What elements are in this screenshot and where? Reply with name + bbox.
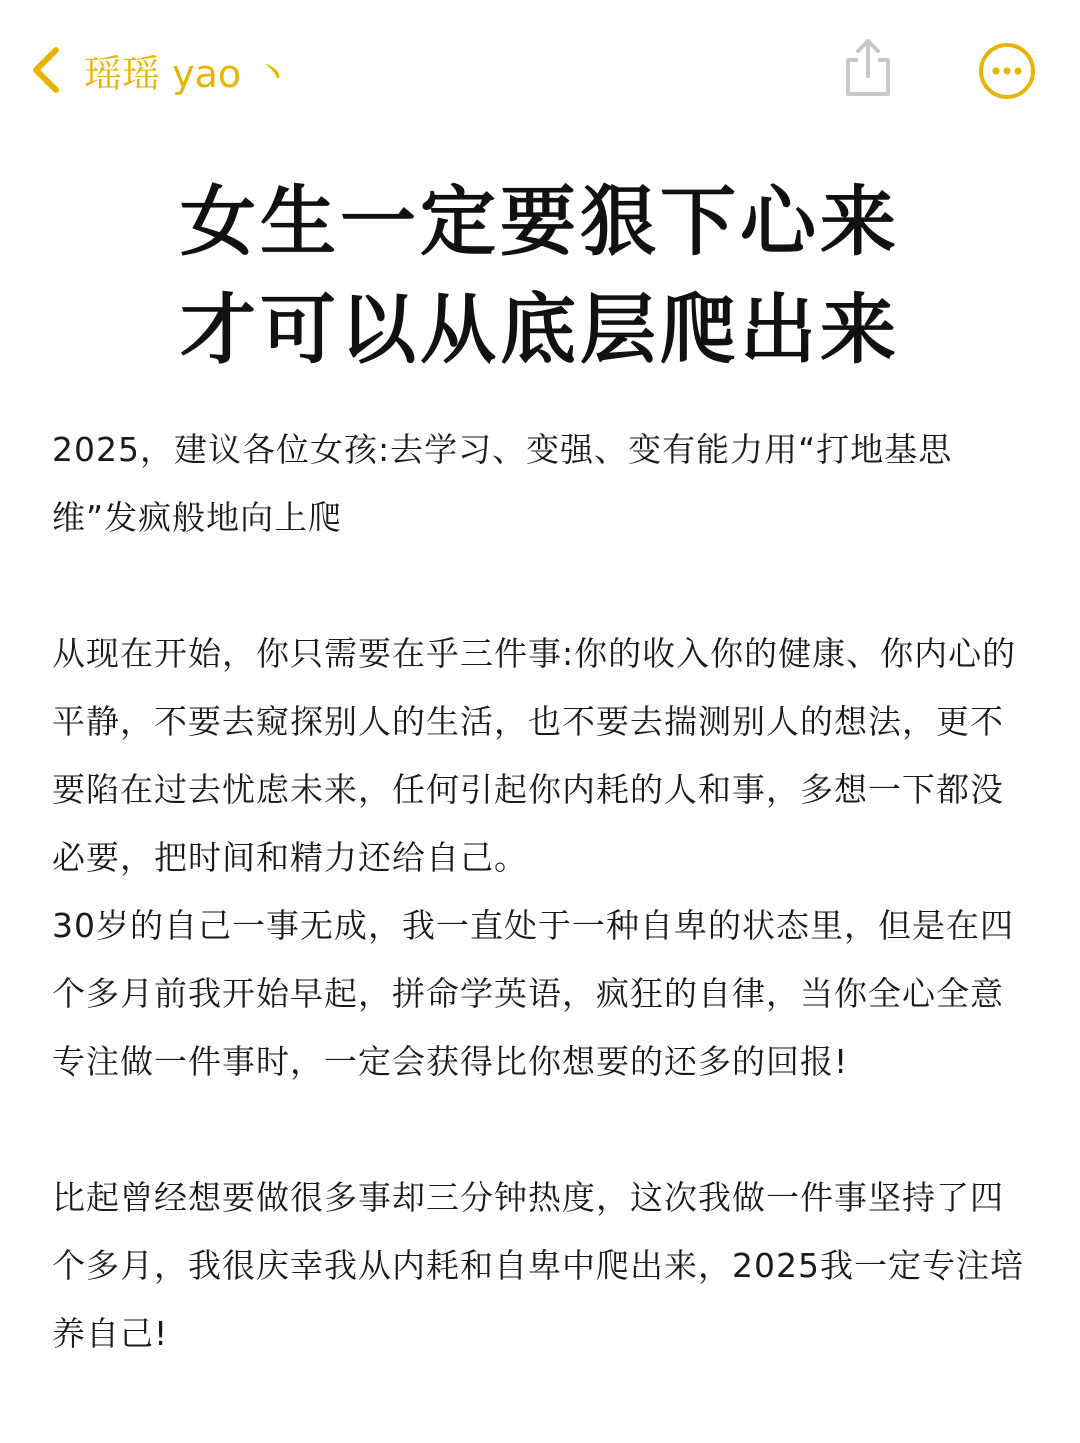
paragraph-spacer xyxy=(52,1096,1037,1164)
back-button[interactable] xyxy=(28,40,291,100)
more-options-button[interactable] xyxy=(978,42,1036,100)
author-name: 瑶瑶 yao 丶 xyxy=(84,51,292,96)
post-paragraph: 从现在开始，你只需要在乎三件事:你的收入你的健康、你内心的平静，不要去窥探别人的生活，也不要去揣测别人的想法，更不要陷在过去忧虑未来，任何引起你内耗的人和事，多想一下都没必要，把时间和精力还给自己。 xyxy=(52,634,1017,877)
top-navigation-bar xyxy=(0,0,1080,140)
post-title xyxy=(0,168,1080,384)
paragraph-spacer xyxy=(52,552,1037,620)
post-body xyxy=(52,416,1037,1368)
post-paragraph: 30岁的自己一事无成，我一直处于一种自卑的状态里，但是在四个多月前我开始早起，拼命学英语，疯狂的自律，当你全心全意专注做一件事时，一定会获得比你想要的还多的回报! xyxy=(52,906,1014,1081)
share-button[interactable] xyxy=(840,36,896,100)
post-title-line-2: 才可以从底层爬出来 xyxy=(180,285,900,374)
more-icon xyxy=(978,85,1036,104)
post-title-line-1: 女生一定要狠下心来 xyxy=(180,177,900,266)
chevron-left-icon xyxy=(28,45,62,95)
post-paragraph: 比起曾经想要做很多事却三分钟热度，这次我做一件事坚持了四个多月，我很庆幸我从内耗和自卑中爬出来，2025我一定专注培养自己! xyxy=(52,1178,1024,1353)
share-icon xyxy=(840,85,896,104)
post-paragraph: 2025，建议各位女孩:去学习、变强、变有能力用“打地基思维”发疯般地向上爬 xyxy=(52,430,953,537)
